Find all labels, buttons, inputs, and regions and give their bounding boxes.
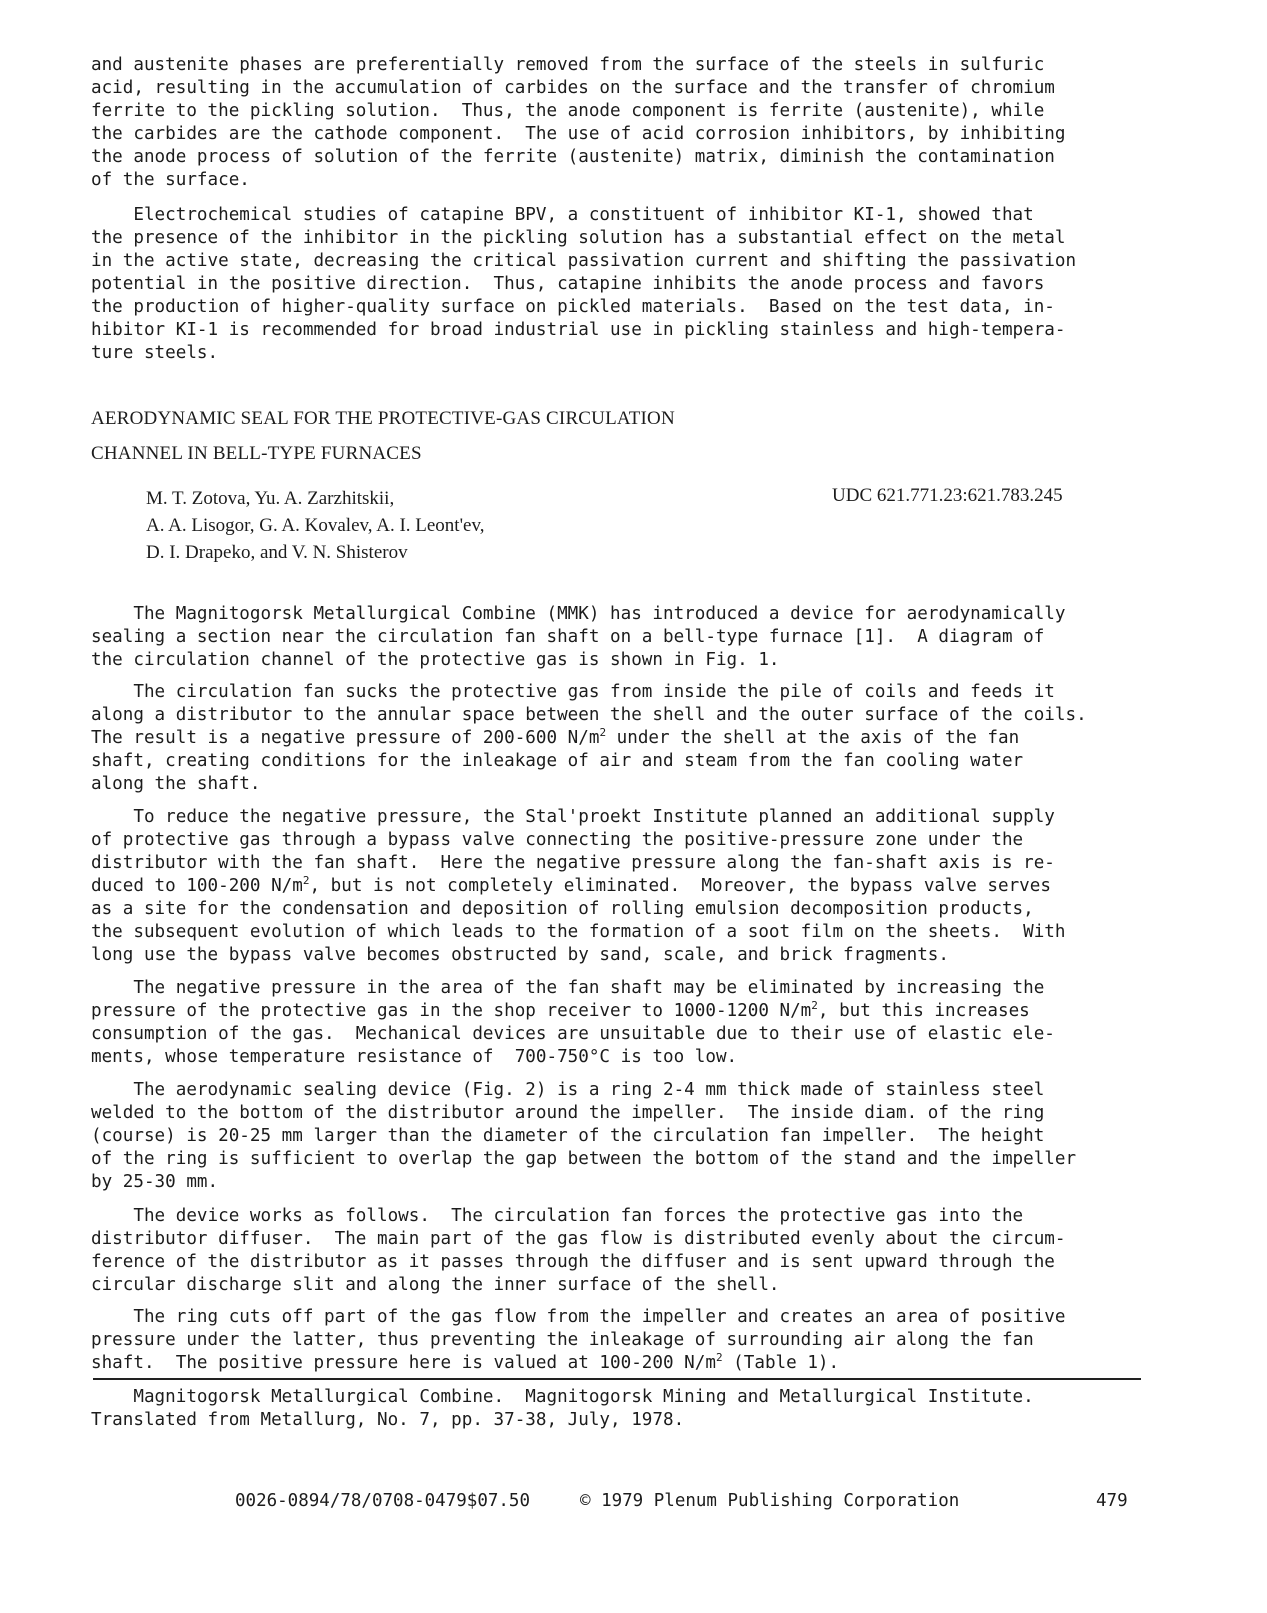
paragraph-2 <box>91 681 1156 796</box>
superscript: 2 <box>302 874 310 887</box>
superscript: 2 <box>811 999 818 1012</box>
text-line: (course) is 20-25 mm larger than the diameter of the circulation fan impeller. The height <box>91 1126 1045 1146</box>
text-line: Electrochemical studies of catapine BPV, a constituent of inhibitor KI-1, showed that <box>91 205 1034 225</box>
page-number: 479 <box>1096 1491 1128 1511</box>
text-line: of the surface. <box>91 170 250 190</box>
text-fragment: duced to 100-200 N/m <box>91 876 303 896</box>
text-line: of protective gas through a bypass valve connecting the positive-pressure zone under the <box>91 830 1024 850</box>
text-line: sealing a section near the circulation fan shaft on a bell-type furnace [1]. A diagram of <box>91 627 1045 647</box>
text-line: consumption of the gas. Mechanical devices are unsuitable due to their use of elastic ele- <box>91 1024 1055 1044</box>
text-fragment: pressure of the protective gas in the shop receiver to 1000-1200 N/m <box>91 1001 812 1021</box>
superscript: 2 <box>599 726 607 739</box>
paragraph-3 <box>91 806 1156 967</box>
paragraph-7 <box>91 1306 1156 1375</box>
paragraph-6 <box>91 1205 1156 1297</box>
text-fragment: , but this increases <box>817 1001 1030 1021</box>
article-code: 0026-0894/78/0708-0479$07.50 <box>235 1491 531 1511</box>
text-line: along a distributor to the annular space between the shell and the outer surface of the coils. <box>91 705 1087 725</box>
udc-code: UDC 621.771.23:621.783.245 <box>832 485 1063 506</box>
text-line: of the ring is sufficient to overlap the gap between the bottom of the stand and the impeller <box>91 1149 1077 1169</box>
author-list <box>146 485 484 566</box>
text-line <box>91 1352 1156 1375</box>
text-line: long use the bypass valve becomes obstructed by sand, scale, and brick fragments. <box>91 945 949 965</box>
text-line: The negative pressure in the area of the fan shaft may be eliminated by increasing the <box>91 978 1045 998</box>
text-line: the presence of the inhibitor in the pickling solution has a substantial effect on the metal <box>91 228 1066 248</box>
text-line: distributor with the fan shaft. Here the negative pressure along the fan-shaft axis is re- <box>91 853 1055 873</box>
footnote-line: Translated from Metallurg, No. 7, pp. 37-38, July, 1978. <box>91 1410 685 1430</box>
text-line: the carbides are the cathode component. The use of acid corrosion inhibitors, by inhibiting <box>91 124 1066 144</box>
superscript: 2 <box>715 1351 723 1364</box>
electrochem-paragraph <box>91 204 1156 365</box>
text-line: the circulation channel of the protective gas is shown in Fig. 1. <box>91 650 780 670</box>
author-line: D. I. Drapeko, and V. N. Shisterov <box>146 542 408 563</box>
copyright-notice: © 1979 Plenum Publishing Corporation <box>580 1491 960 1511</box>
article-title-line2: CHANNEL IN BELL-TYPE FURNACES <box>91 443 422 464</box>
footnote <box>91 1386 1156 1432</box>
text-fragment: , but is not completely eliminated. Moreover, the bypass valve serves <box>309 876 1051 896</box>
text-line: ference of the distributor as it passes through the diffuser and is sent upward through the <box>91 1252 1055 1272</box>
text-line: as a site for the condensation and deposition of rolling emulsion decomposition products, <box>91 899 1034 919</box>
text-fragment: The result is a negative pressure of 200-600 N/m <box>91 728 600 748</box>
text-line: potential in the positive direction. Thus, catapine inhibits the anode process and favors <box>91 274 1045 294</box>
text-fragment: (Table 1). <box>722 1353 840 1373</box>
paragraph-5 <box>91 1079 1156 1194</box>
text-line <box>91 727 1156 750</box>
text-line: the anode process of solution of the ferrite (austenite) matrix, diminish the contamination <box>91 147 1055 167</box>
text-line: The device works as follows. The circulation fan forces the protective gas into the <box>91 1206 1024 1226</box>
paragraph-4 <box>91 977 1156 1069</box>
paragraph-1 <box>91 603 1156 672</box>
text-line: ments, whose temperature resistance of 700-750°C is too low. <box>91 1047 738 1067</box>
text-fragment: under the shell at the axis of the fan <box>606 728 1020 748</box>
text-line: hibitor KI-1 is recommended for broad industrial use in pickling stainless and high-tempera- <box>91 320 1066 340</box>
text-line: pressure under the latter, thus preventing the inleakage of surrounding air along the fan <box>91 1330 1034 1350</box>
text-line: shaft, creating conditions for the inleakage of air and steam from the fan cooling water <box>91 751 1024 771</box>
text-line: in the active state, decreasing the critical passivation current and shifting the passivation <box>91 251 1077 271</box>
text-line: acid, resulting in the accumulation of carbides on the surface and the transfer of chromium <box>91 78 1055 98</box>
intro-paragraph <box>91 54 1156 192</box>
text-line: the subsequent evolution of which leads to the formation of a soot film on the sheets. With <box>91 922 1066 942</box>
text-line: To reduce the negative pressure, the Stal'proekt Institute planned an additional supply <box>91 807 1055 827</box>
footnote-divider <box>93 1378 1141 1380</box>
text-line: and austenite phases are preferentially removed from the surface of the steels in sulfuric <box>91 55 1045 75</box>
text-line: The ring cuts off part of the gas flow from the impeller and creates an area of positive <box>91 1307 1066 1327</box>
text-line: the production of higher-quality surface on pickled materials. Based on the test data, in- <box>91 297 1055 317</box>
text-fragment: shaft. The positive pressure here is valued at 100-200 N/m <box>91 1353 716 1373</box>
text-line: The circulation fan sucks the protective gas from inside the pile of coils and feeds it <box>91 682 1055 702</box>
text-line: along the shaft. <box>91 774 261 794</box>
text-line: ture steels. <box>91 343 219 363</box>
author-line: M. T. Zotova, Yu. A. Zarzhitskii, <box>146 488 395 509</box>
text-line: welded to the bottom of the distributor around the impeller. The inside diam. of the ring <box>91 1103 1045 1123</box>
text-line: ferrite to the pickling solution. Thus, the anode component is ferrite (austenite), while <box>91 101 1045 121</box>
text-line <box>91 875 1156 898</box>
text-line: by 25-30 mm. <box>91 1172 219 1192</box>
footnote-line: Magnitogorsk Metallurgical Combine. Magnitogorsk Mining and Metallurgical Institute. <box>91 1387 1034 1407</box>
text-line: The Magnitogorsk Metallurgical Combine (MMK) has introduced a device for aerodynamically <box>91 604 1066 624</box>
text-line: circular discharge slit and along the inner surface of the shell. <box>91 1275 780 1295</box>
author-line: A. A. Lisogor, G. A. Kovalev, A. I. Leont'ev, <box>146 515 485 536</box>
text-line <box>91 1000 1156 1023</box>
text-line: The aerodynamic sealing device (Fig. 2) is a ring 2-4 mm thick made of stainless steel <box>91 1080 1045 1100</box>
text-line: distributor diffuser. The main part of the gas flow is distributed evenly about the circum- <box>91 1229 1066 1249</box>
article-title-line1: AERODYNAMIC SEAL FOR THE PROTECTIVE-GAS CIRCULATION <box>91 408 675 429</box>
